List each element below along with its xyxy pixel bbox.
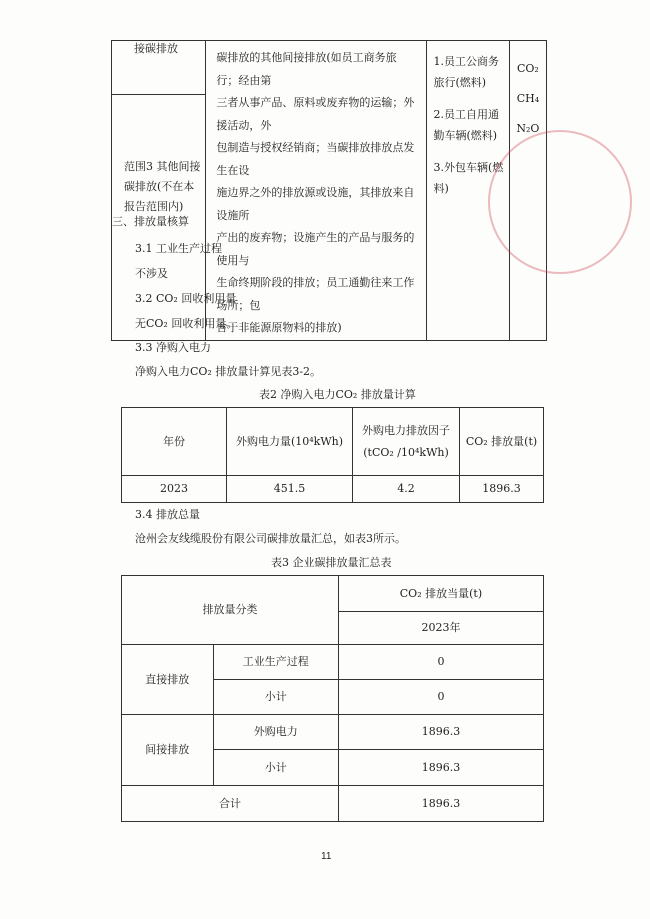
s33-text: 净购入电力CO₂ 排放量计算见表3-2。 xyxy=(135,365,322,378)
section-heading: 三、排放量核算 xyxy=(112,215,189,228)
s32-title: 3.2 CO₂ 回收利用量 xyxy=(135,292,237,305)
t2-power: 451.5 xyxy=(227,476,353,503)
page-number: 11 xyxy=(321,851,332,862)
electricity-table xyxy=(121,407,544,503)
t2-header-emission: CO₂ 排放量(t) xyxy=(460,408,544,476)
t3-header-year: 2023年 xyxy=(338,612,543,645)
t3-total-label: 合计 xyxy=(122,786,339,822)
s34-text: 沧州会友线缆股份有限公司碳排放量汇总，如表3所示。 xyxy=(135,532,406,545)
t3-row-value: 0 xyxy=(338,645,543,680)
t3-header-value: CO₂ 排放当量(t) xyxy=(338,576,543,612)
t3-indirect-label: 间接排放 xyxy=(122,715,214,786)
t2-header-factor: 外购电力排放因子 (tCO₂ /10⁴kWh) xyxy=(353,408,460,476)
t2-header-year: 年份 xyxy=(122,408,227,476)
scope-top-label: 接碳排放 xyxy=(112,41,206,95)
t3-header-category: 排放量分类 xyxy=(122,576,339,645)
t3-row-name: 小计 xyxy=(213,750,338,786)
t2-year: 2023 xyxy=(122,476,227,503)
s34-title: 3.4 排放总量 xyxy=(135,508,200,521)
gas-list: CO₂ CH₄ N₂O xyxy=(509,41,546,341)
t3-row-value: 0 xyxy=(338,680,543,715)
t2-factor: 4.2 xyxy=(353,476,460,503)
t3-row-value: 1896.3 xyxy=(338,715,543,750)
scope-description: 碳排放的其他间接排放(如员工商务旅行；经由第 三者从事产品、原料或废弃物的运输；外援活动，外 包制造与授权经销商；当碳排放排放点发生在设 施边界之外的排放源或设施，其排放来自设施所 产出的废弃物；设施产生的产品与服务的使用与 生命终期阶段的排放；员工通勤往来工作场所；包 含于非能源原物料的排放) xyxy=(206,41,427,341)
summary-table xyxy=(121,575,544,822)
s31-text: 不涉及 xyxy=(135,267,168,280)
t3-direct-label: 直接排放 xyxy=(122,645,214,715)
s31-title: 3.1 工业生产过程 xyxy=(135,242,222,255)
t3-total-value: 1896.3 xyxy=(338,786,543,822)
t2-header-power: 外购电力量(10⁴kWh) xyxy=(227,408,353,476)
s33-title: 3.3 净购入电力 xyxy=(135,341,211,354)
company-seal-icon xyxy=(488,130,632,274)
emission-sources: 1.员工公商务旅行(燃料) 2.员工自用通勤车辆(燃料) 3.外包车辆(燃料) xyxy=(427,41,509,341)
table2-caption: 表2 净购入电力CO₂ 排放量计算 xyxy=(259,388,416,401)
table3-caption: 表3 企业碳排放量汇总表 xyxy=(271,556,392,569)
t3-row-name: 小计 xyxy=(213,680,338,715)
t3-row-name: 工业生产过程 xyxy=(213,645,338,680)
s32-text: 无CO₂ 回收利用量。 xyxy=(135,317,238,330)
t2-emission: 1896.3 xyxy=(460,476,544,503)
scope-name: 范围3 其他间接碳排放(不在本报告范围内) xyxy=(112,94,206,340)
t3-row-name: 外购电力 xyxy=(213,715,338,750)
t3-row-value: 1896.3 xyxy=(338,750,543,786)
